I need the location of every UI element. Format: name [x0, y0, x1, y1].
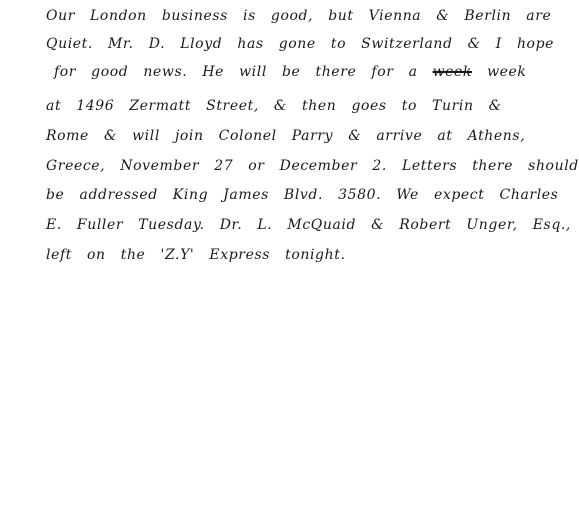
note-line-3: [54, 64, 527, 90]
note-line-8: E. Fuller Tuesday. Dr. L. McQuaid & Robert Unger, Esq.,: [46, 217, 571, 233]
note-line-9: left on the 'Z.Y' Express tonight.: [46, 247, 346, 263]
note-line-4: at 1496 Zermatt Street, & then goes to Turin &: [46, 98, 502, 114]
note-line-2: Quiet. Mr. D. Lloyd has gone to Switzerland & I hope: [46, 36, 555, 52]
crossed-out-word: week: [432, 64, 473, 80]
note-line-5: Rome & will join Colonel Parry & arrive at Athens,: [46, 128, 526, 144]
note-line-7: be addressed King James Blvd. 3580. We expect Charles: [46, 187, 559, 203]
note-line-3-end: week: [472, 64, 527, 80]
note-line-1: Our London business is good, but Vienna & Berlin are: [46, 8, 552, 24]
note-line-3-start: for good news. He will be there for a: [54, 64, 433, 80]
note-line-6: Greece, November 27 or December 2. Letters there should: [46, 158, 579, 174]
